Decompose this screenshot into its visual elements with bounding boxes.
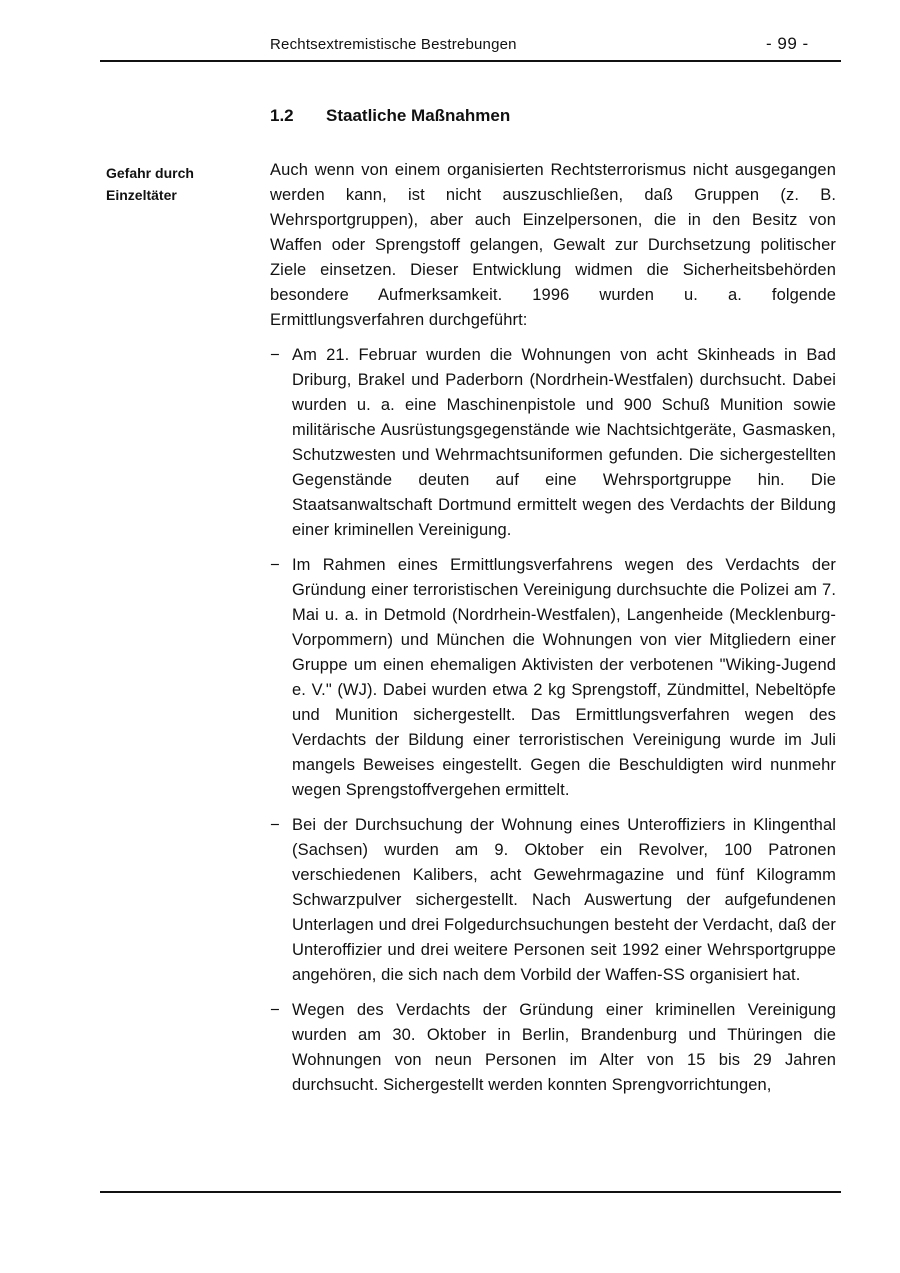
- footer-divider: [100, 1191, 841, 1193]
- section-number: 1.2: [270, 106, 294, 125]
- list-item-text: Am 21. Februar wurden die Wohnungen von acht Skinheads in Bad Driburg, Brakel und Paderborn (Nordrhein-Westfalen) durchsucht. Dabei wurden u. a. eine Maschinenpistole und 900 Schuß Munition sowie militärische Ausrüstungsgegenstände wie Nachtsichtgeräte, Gasmasken, Schutzwesten und Wehrmachtsuniformen gefunden. Die sichergestellten Gegenstände deuten auf eine Wehrsportgruppe hin. Die Staatsanwaltschaft Dortmund ermittelt wegen des Verdachts der Bildung einer kriminellen Vereinigung.: [292, 346, 836, 539]
- list-item-text: Bei der Durchsuchung der Wohnung eines Unteroffiziers in Klingenthal (Sachsen) wurden am 9. Oktober ein Revolver, 100 Patronen verschiedenen Kalibers, acht Gewehrmagazine und fünf Kilogramm Schwarzpulver sichergestellt. Nach Auswertung der aufgefundenen Unterlagen und drei Folgedurchsuchungen besteht der Verdacht, daß der Unteroffizier und drei weitere Personen seit 1992 einer Wehrsportgruppe angehören, die sich nach dem Vorbild der Waffen-SS organisiert hat.: [292, 816, 836, 984]
- list-item: [270, 813, 836, 988]
- margin-note-line-2: Einzeltäter: [106, 187, 177, 203]
- list-item: [270, 998, 836, 1098]
- bullet-dash: −: [270, 556, 280, 574]
- body-text: [270, 158, 836, 1108]
- intro-paragraph: Auch wenn von einem organisierten Rechtsterrorismus nicht ausgegangen werden kann, ist nicht auszuschließen, daß Gruppen (z. B. Wehrsportgruppen), aber auch Einzelpersonen, die in den Besitz von Waffen oder Sprengstoff gelangen, Gewalt zur Durchsetzung politischer Ziele einsetzen. Dieser Entwicklung widmen die Sicherheitsbehörden besondere Aufmerksamkeit. 1996 wurden u. a. folgende Ermittlungsverfahren durchgeführt:: [270, 161, 836, 329]
- running-header-title: Rechtsextremistische Bestrebungen: [270, 36, 517, 53]
- margin-note: [106, 162, 246, 206]
- section-title: Staatliche Maßnahmen: [326, 106, 511, 125]
- bullet-dash: −: [270, 346, 280, 364]
- list-item-text: Wegen des Verdachts der Gründung einer kriminellen Vereinigung wurden am 30. Oktober in Berlin, Brandenburg und Thüringen die Wohnungen von neun Personen im Alter von 15 bis 29 Jahren durchsucht. Sichergestellt werden konnten Sprengvorrichtungen,: [292, 1001, 836, 1094]
- margin-note-line-1: Gefahr durch: [106, 165, 194, 181]
- list-item: [270, 343, 836, 543]
- header-divider: [100, 60, 841, 62]
- list-item: [270, 553, 836, 803]
- investigation-list: [270, 343, 836, 1098]
- bullet-dash: −: [270, 1001, 280, 1019]
- page-number: - 99 -: [766, 34, 809, 53]
- list-item-text: Im Rahmen eines Ermittlungsverfahrens wegen des Verdachts der Gründung einer terroristischen Vereinigung durchsuchte die Polizei am 7. Mai u. a. in Detmold (Nordrhein-Westfalen), Langenheide (Mecklenburg-Vorpommern) und München die Wohnungen von vier Mitgliedern einer Gruppe um einen ehemaligen Aktivisten der verbotenen "Wiking-Jugend e. V." (WJ). Dabei wurden etwa 2 kg Sprengstoff, Zündmittel, Nebeltöpfe und Munition sichergestellt. Das Ermittlungsverfahren wegen des Verdachts der Bildung einer terroristischen Vereinigung wurde im Juli mangels Beweises eingestellt. Gegen die Beschuldigten wird nunmehr wegen Sprengstoffvergehen ermittelt.: [292, 556, 836, 799]
- section-heading: [270, 106, 510, 126]
- bullet-dash: −: [270, 816, 280, 834]
